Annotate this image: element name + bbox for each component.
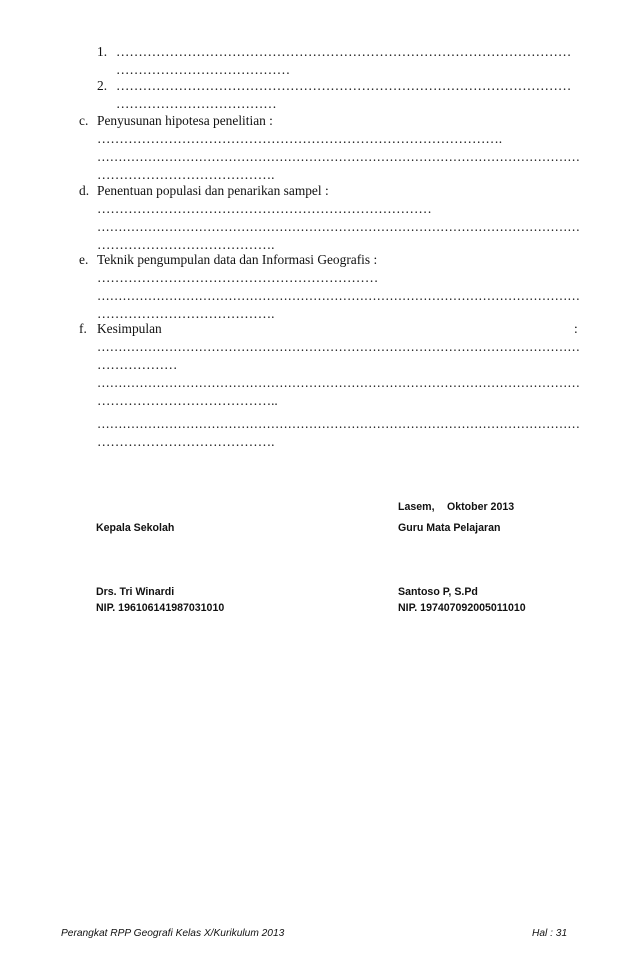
signature-date: Oktober 2013 <box>447 501 515 513</box>
footer-title: Perangkat RPP Geografi Kelas X/Kurikulum 2013 <box>61 928 285 939</box>
right-role: Guru Mata Pelajaran <box>398 522 501 534</box>
left-nip: NIP. 196106141987031010 <box>96 602 225 614</box>
item-number: 1. <box>97 44 108 59</box>
dotted-line: ………………………………………………………………… <box>97 201 432 216</box>
section-title: Kesimpulan <box>97 321 162 336</box>
dotted-line: ………………………………… <box>116 62 291 77</box>
dotted-line: ……………… <box>97 357 178 372</box>
dotted-line: ………………………………………………………………………………………… <box>116 44 572 59</box>
left-name: Drs. Tri Winardi <box>96 586 175 598</box>
right-nip: NIP. 197407092005011010 <box>398 602 526 614</box>
dotted-line: ………………………………………………………………………………. <box>97 131 503 146</box>
section-title: Penentuan populasi dan penarikan sampel : <box>97 183 329 198</box>
dotted-line: …………………………………………………………………………………………………… <box>97 339 580 354</box>
dotted-line: ………………………………………………………………………………………… <box>116 78 572 93</box>
page-number: Hal : 31 <box>532 928 568 939</box>
dotted-line: …………………………………………………………………………………………………… <box>97 375 580 390</box>
section-letter: c. <box>79 113 89 128</box>
dotted-line: ………………………………….. <box>97 393 278 408</box>
dotted-line: …………………………………………………………………………………………………… <box>97 288 580 303</box>
signature-place: Lasem, <box>398 501 435 513</box>
dotted-line: …………………………………………………………………………………………………… <box>97 219 580 234</box>
section-letter: e. <box>79 252 89 267</box>
section-letter: f. <box>79 321 87 336</box>
section-title: Penyusunan hipotesa penelitian : <box>97 113 273 128</box>
section-letter: d. <box>79 183 90 198</box>
right-name: Santoso P, S.Pd <box>398 586 478 598</box>
dotted-line: …………………………………. <box>97 434 275 449</box>
dotted-line: …………………………………………………………………………………………………… <box>97 416 580 431</box>
dotted-line: ……………………………… <box>116 96 277 111</box>
dotted-line: …………………………………………………………………………………………………… <box>97 149 580 164</box>
dotted-line: …………………………………. <box>97 306 275 321</box>
section-colon: : <box>574 321 578 336</box>
left-role: Kepala Sekolah <box>96 522 175 534</box>
item-number: 2. <box>97 78 108 93</box>
section-title: Teknik pengumpulan data dan Informasi Geografis : <box>97 252 378 267</box>
dotted-line: ……………………………………………………… <box>97 270 379 285</box>
dotted-line: …………………………………. <box>97 167 275 182</box>
dotted-line: …………………………………. <box>97 237 275 252</box>
